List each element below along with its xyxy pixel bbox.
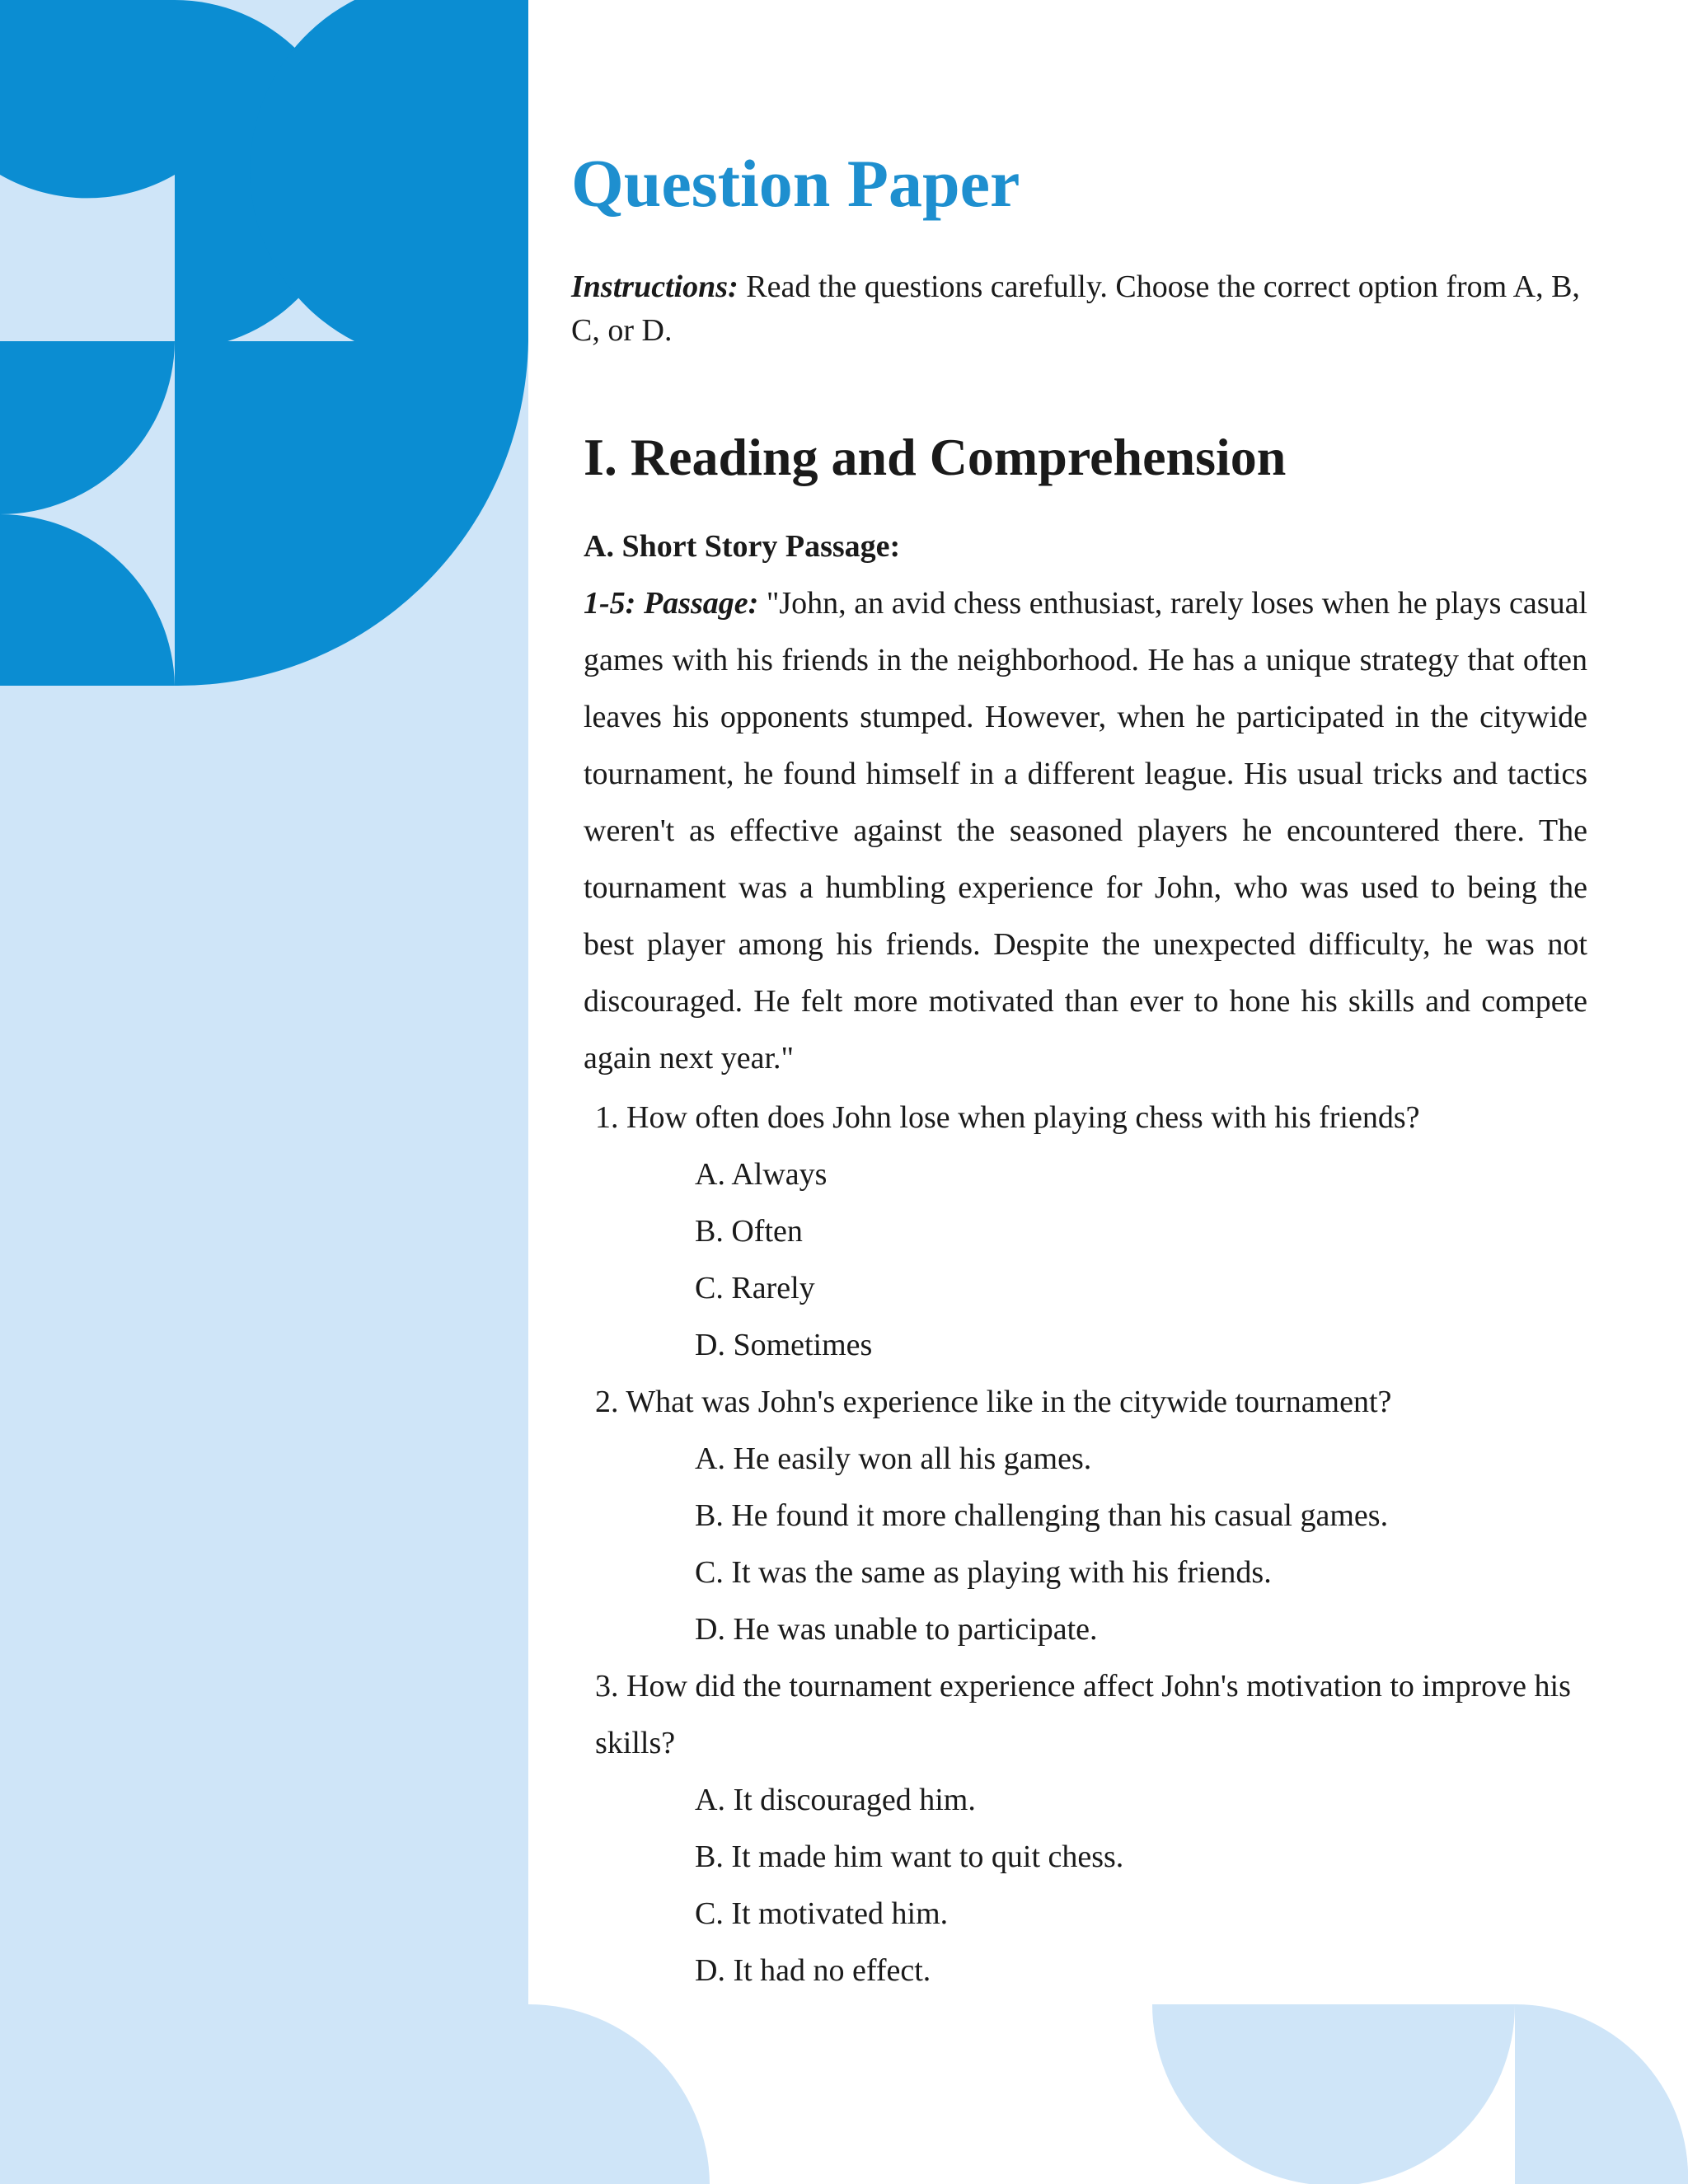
question-2: 2. What was John's experience like in the citywide tournament? <box>595 1385 1392 1419</box>
question-1-option-b[interactable]: B. Often <box>695 1214 803 1249</box>
bottom-half-circle-right <box>1152 2004 1515 2184</box>
passage <box>584 575 1587 1087</box>
section-subheading: A. Short Story Passage: <box>584 529 901 564</box>
question-2-option-c[interactable]: C. It was the same as playing with his friends. <box>695 1555 1272 1590</box>
question-3-option-b[interactable]: B. It made him want to quit chess. <box>695 1840 1124 1874</box>
section-heading: I. Reading and Comprehension <box>584 428 1287 486</box>
question-3-option-c[interactable]: C. It motivated him. <box>695 1896 949 1931</box>
question-1: 1. How often does John lose when playing chess with his friends? <box>595 1100 1420 1135</box>
question-1-option-c[interactable]: C. Rarely <box>695 1271 815 1305</box>
instructions-label: Instructions: <box>571 269 738 304</box>
question-2-option-b[interactable]: B. He found it more challenging than his casual games. <box>695 1498 1389 1533</box>
question-1-option-d[interactable]: D. Sometimes <box>695 1328 873 1362</box>
passage-text: "John, an avid chess enthusiast, rarely loses when he plays casual games with his friends in the neighborhood. He has a unique strategy that often leaves his opponents stumped. However, when he participated in the citywide tournament, he found himself in a different league. His usual tricks and tactics weren't as effective against the seasoned players he encountered there. The tournament was a humbling experience for John, who was used to being the best player among his friends. Despite the unexpected difficulty, he was not discouraged. He felt more motivated than ever to hone his skills and compete again next year." <box>584 586 1587 1076</box>
bottom-quarter-corner <box>1515 2004 1688 2184</box>
instructions-text: Read the questions carefully. Choose the correct option from A, B, C, or D. <box>571 269 1580 348</box>
question-3: 3. How did the tournament experience affect John's motivation to improve his skills? <box>595 1669 1571 1760</box>
quarter-circle-top-left <box>0 0 175 198</box>
question-3-option-d[interactable]: D. It had no effect. <box>695 1953 931 1988</box>
passage-label: 1-5: Passage: <box>584 586 759 621</box>
instructions <box>571 265 1593 353</box>
question-3-option-a[interactable]: A. It discouraged him. <box>695 1783 976 1817</box>
question-1-option-a[interactable]: A. Always <box>695 1157 828 1192</box>
question-2-option-d[interactable]: D. He was unable to participate. <box>695 1612 1098 1647</box>
page-title: Question Paper <box>571 146 1020 221</box>
bottom-arc-left <box>528 2004 710 2184</box>
question-2-option-a[interactable]: A. He easily won all his games. <box>695 1441 1092 1476</box>
